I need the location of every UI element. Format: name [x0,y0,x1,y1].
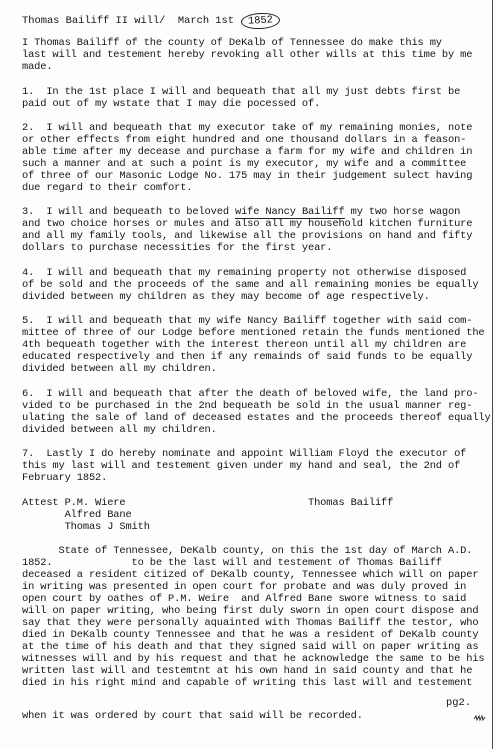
item1-line-1: 1. In the 1st place I will and bequeath that all my just debts first be [22,86,461,98]
witness-alfred-bane: Alfred Bane [22,509,132,521]
item6-line-1: 6. I will and bequeath that after the death of beloved wife, the land pro- [22,388,479,400]
item2-line-3: able time after my decease and purchase a farm for my wife and children in [22,146,473,158]
item3-rest: my two horse wagon [344,206,461,218]
item2-line-4: such a manner and at such a point is my executor, my wife and a committee [22,158,467,170]
probate-line-10: witnesses will and by his request and that he acknowledge the same to be his [22,653,485,665]
probate-line-4: in writing was presented in open court for probate and was duly proved in [22,581,467,593]
item2-line-5: of three of our Masonic Lodge No. 175 may in their judgement sulect having [22,170,473,182]
item6-line-3: ulating the sale of land of deceased estates and the proceeds thereof equally [22,412,491,424]
item5-line-3: 4th bequeath together with the interest thereon until all my children are [22,339,467,351]
item5-line-4: educated respectively and then if any remainds of said funds to be equally [22,351,473,363]
item2-line-1: 2. I will and bequeath that my executor take of my remaining monies, note [22,122,473,134]
probate-line-9: at the time of his death and that they signed said will on paper writing as [22,641,479,653]
underlined-wife-name: wife Nancy Bailiff [235,206,345,218]
attest-line: Attest P.M. Wiere Thomas Bailiff [22,497,394,509]
probate-line-7: say that they were personally aquainted with Thomas Bailiff the testor, who [22,617,479,629]
intro-line-2: last will and testement hereby revoking all other wills at this time by me [22,49,473,61]
item3-line-2: and two choice horses or mules and also all my household kitchen furniture [22,218,473,230]
item7-line-1: 7. Lastly I do hereby nominate and appoint William Floyd the executor of [22,448,467,460]
item6-line-4: divided between all my children. [22,424,217,436]
item3-lead: 3. I will and bequeath to beloved [22,206,235,218]
item7-line-2: this my last will and testement given under my hand and seal, the 2nd of [22,460,461,472]
item5-line-1: 5. I will and bequeath that my wife Nancy Bailiff together with said com- [22,315,473,327]
probate-line-6: will on paper writing, who being first duly sworn in open court dispose and [22,605,479,617]
header-title: Thomas Bailiff II will/ March 1st [22,15,241,27]
circled-year: 1852 [241,12,281,30]
intro-line-1: I Thomas Bailiff of the county of DeKalb of Tennessee do make this my [22,37,442,49]
item4-line-1: 4. I will and bequeath that my remaining property not otherwise disposed [22,267,467,279]
item7-line-3: February 1852. [22,472,108,484]
item5-line-5: divided between all my children. [22,363,217,375]
item3-line-4: dollars to purchase necessities for the first year. [22,242,333,254]
item1-line-2: paid out of my wstate that I may die pocessed of. [22,98,321,110]
probate-line-13: when it was ordered by court that said will be recorded. [22,710,363,722]
probate-line-8: died in DeKalb county Tennessee and that he was a resident of DeKalb county [22,629,479,641]
ink-scribble-mark [473,714,487,722]
item2-line-6: due regard to their comfort. [22,182,193,194]
page-number-marker: pg2. [446,697,471,709]
item2-line-2: or other effects from eight hundred and one thousand dollars in a feason- [22,134,467,146]
witness-thomas-smith: Thomas J Smith [22,521,150,533]
probate-line-12: died in his right mind and capable of writing this last will and testement [22,677,473,689]
item4-line-2: of be sold and the proceeds of the same and all remaining monies be equally [22,279,479,291]
probate-line-2: 1852. to be the last will and testement of Thomas Bailiff [22,557,442,569]
item6-line-2: vided to be purchased in the 2nd bequeath be sold in the usual manner reg- [22,400,473,412]
item5-line-2: mittee of three of our Lodge before mentioned retain the funds mentioned the [22,327,485,339]
page-edge-line [492,0,493,749]
item3-line-1 [22,206,460,218]
item3-line-3: and all my family tools, and likewise all the provisions on hand and fifty [22,230,473,242]
probate-line-1: State of Tennessee, DeKalb county, on this the 1st day of March A.D. [22,545,473,557]
item4-line-3: divided between my children as they may become of age respectively. [22,291,430,303]
document-header [22,13,280,29]
probate-line-5: open court by oathes of P.M. Weire and Alfred Bane swore witness to said [22,593,467,605]
probate-line-11: written last will and testemtnt at his own hand in said county and that he [22,665,473,677]
probate-line-3: deceased a resident citized of DeKalb county, Tennessee which will on paper [22,569,479,581]
intro-line-3: made. [22,61,53,73]
